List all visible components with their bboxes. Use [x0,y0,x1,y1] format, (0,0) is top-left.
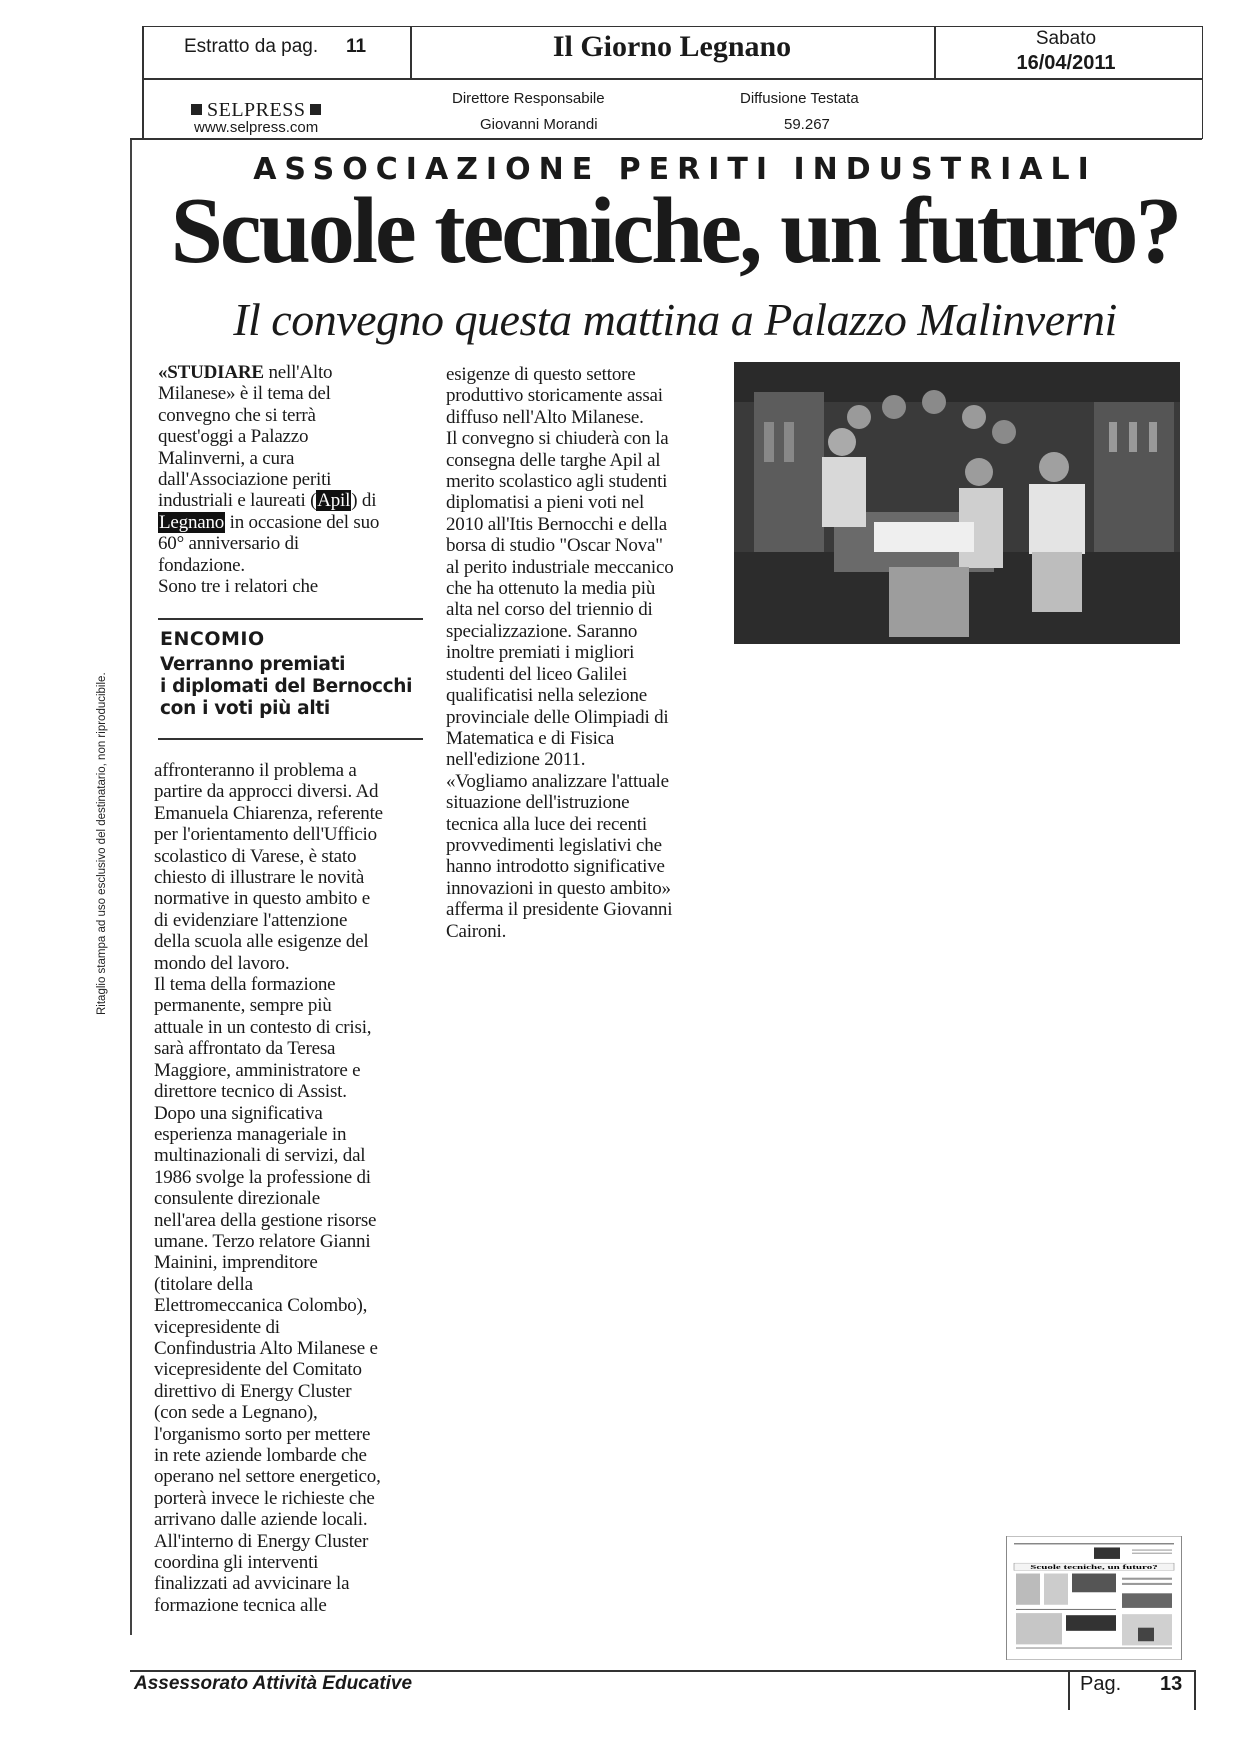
body-text: nell'Alto Milanese» è il tema del convegno che si terrà quest'oggi a Palazzo Malinverni, a cura dall'Associazione periti industriali e laureati ( [158,362,333,512]
highlight-apil: Apil [317,490,351,512]
article-headline: Scuole tecniche, un futuro? [170,179,1180,283]
article-column-1-top [158,362,438,597]
header-divider [142,78,1202,80]
pullquote-label: ENCOMIO [160,628,265,650]
article-subheadline: Il convegno questa mattina a Palazzo Malinverni [233,294,1117,345]
copyright-note: Ritaglio stampa ad uso esclusivo del destinatario, non riproducibile. [96,672,108,1015]
footer-page-number: 13 [1160,1673,1183,1695]
body-text: ) di [351,490,377,512]
agency-name: SELPRESS [207,99,306,121]
footer-department: Assessorato Attività Educative [134,1673,413,1694]
extract-page-number: 11 [346,36,367,57]
footer-page-label: Pag. [1080,1673,1122,1695]
publication-title: Il Giorno Legnano [552,30,792,63]
footer-rule [130,1670,1195,1672]
article-photo [734,362,1180,644]
pullquote-text: Verranno premiati i diplomati del Bernocchi con i voti più alti [160,654,413,719]
director-label: Direttore Responsabile [452,90,605,107]
article-column-2: esigenze di questo settore produttivo storicamente assai diffuso nell'Alto Milanese. Il convegno si chiuderà con la consegna delle targhe Apil al merito scolastico agli studenti diplomatisi a pieni voti nel 2010 all'Itis Bernocchi e della borsa di studio "Oscar Nova" al perito industriale meccanico che ha ottenuto la media più alta nel corso del triennio di specializzazione. Saranno inoltre premiati i migliori studenti del liceo Galilei qualificatisi nella selezione provinciale delle Olimpiadi di Matematica e di Fisica nell'edizione 2011. «Vogliamo analizzare l'attuale situazione dell'istruzione tecnica alla luce dei recenti provvedimenti legislativi che hanno introdotto significative innovazioni in questo ambito» afferma il presidente Giovanni Caironi. [446,364,674,942]
article-kicker: ASSOCIAZIONE PERITI INDUSTRIALI [253,152,1097,187]
pullquote-rule [158,618,423,620]
diffusion-label: Diffusione Testata [740,90,859,107]
publication-day: Sabato [1035,28,1097,49]
footer-divider [1194,1670,1196,1710]
body-text: in occasione del suo 60° anniversario di fondazione. Sono tre i relatori che [158,511,380,598]
square-icon [310,104,321,115]
page-thumbnail [1006,1536,1182,1660]
header-divider [130,138,1202,140]
header-divider [142,26,144,140]
square-icon [191,104,202,115]
thumbnail-headline: Scuole tecniche, un futuro? [1030,1563,1158,1571]
article-column-1-bottom: affronteranno il problema a partire da approcci diversi. Ad Emanuela Chiarenza, referente per l'orientamento dell'Ufficio scolastico di Varese, è stato chiesto di illustrare le novità normative in questo ambito e di evidenziare l'attenzione della scuola alle esigenze del mondo del lavoro. Il tema della formazione permanente, sempre più attuale in un contesto di crisi, sarà affrontato da Teresa Maggiore, amministratore e direttore tecnico di Assist. Dopo una significativa esperienza manageriale in multinazionali di servizi, dal 1986 svolge la professione di consulente direzionale nell'area della gestione risorse umane. Terzo relatore Gianni Mainini, imprenditore (titolare della Elettromeccanica Colombo), vicepresidente di Confindustria Alto Milanese e vicepresidente del Comitato direttivo di Energy Cluster (con sede a Legnano), l'organismo sorto per mettere in rete aziende lombarde che operano nel settore energetico, porterà invece le richieste che arrivano dalle aziende locali. All'interno di Energy Cluster coordina gli interventi finalizzati ad avvicinare la formazione tecnica alle [154,760,383,1616]
extract-label: Estratto da pag. [184,36,319,57]
pullquote-rule [158,738,423,740]
agency-url: www.selpress.com [194,119,319,136]
director-name: Giovanni Morandi [480,116,598,133]
highlight-legnano: Legnano [159,511,225,533]
left-border [130,140,132,1635]
lead-word: «STUDIARE [158,362,264,383]
publication-date: 16/04/2011 [1016,52,1116,74]
footer-divider [1068,1670,1070,1710]
diffusion-value: 59.267 [784,116,830,133]
